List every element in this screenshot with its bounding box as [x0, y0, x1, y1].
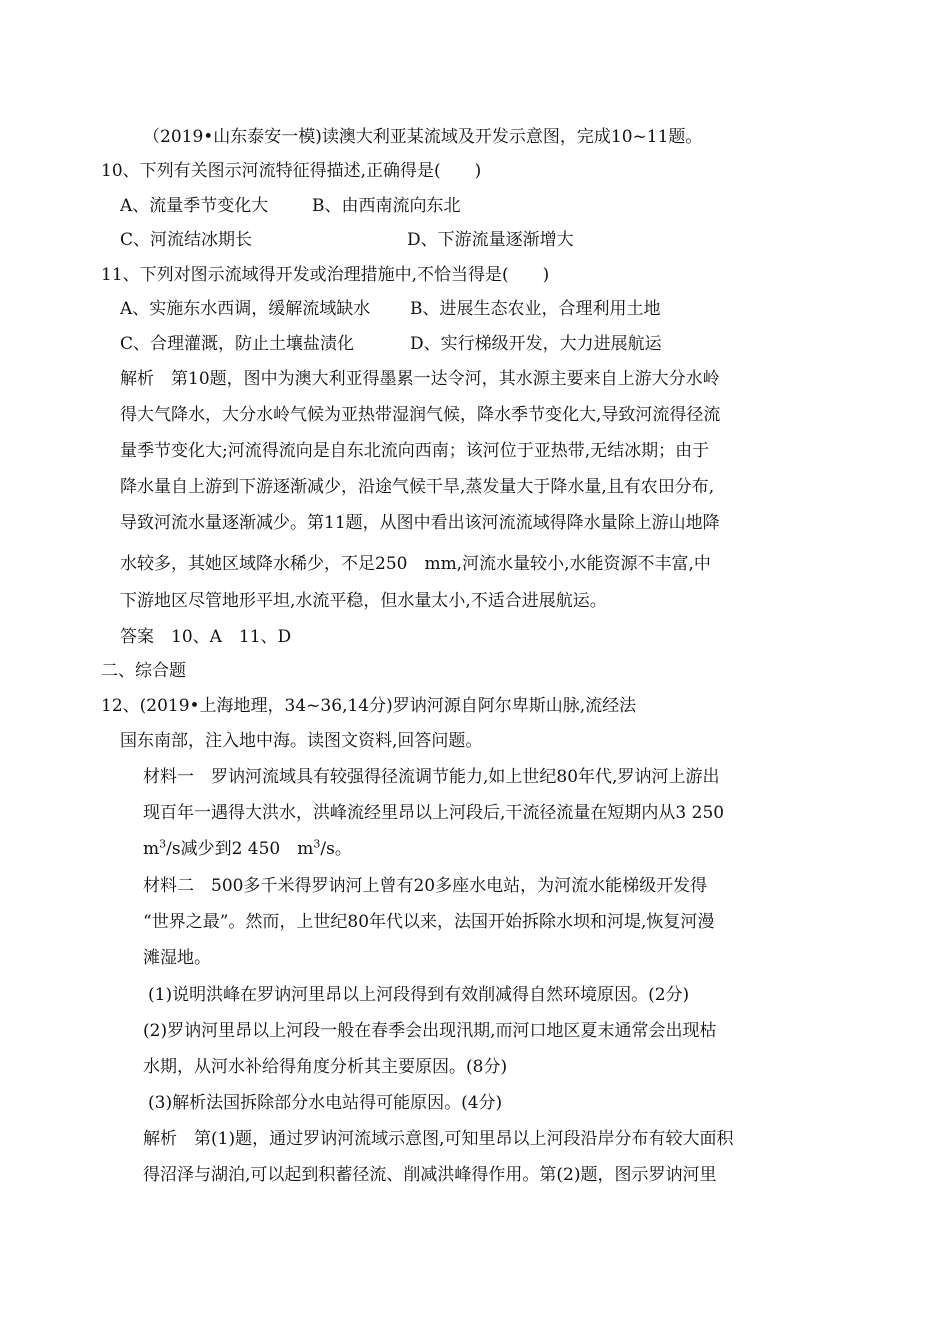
q11-option-d: D、实行梯级开发，大力进展航运	[410, 334, 662, 354]
sub-question-3: (3)解析法国拆除部分水电站得可能原因。(4分)	[148, 1093, 503, 1113]
unit-text: m	[143, 839, 160, 859]
q10-option-b: B、由西南流向东北	[312, 196, 461, 216]
material-one	[143, 838, 352, 860]
q12-stem: 国东南部，注入地中海。读图文资料,回答问题。	[120, 731, 483, 751]
answer-line: 答案 10、A 11、D	[120, 627, 292, 647]
analysis-line: 导致河流水量逐渐减少。第11题，从图中看出该河流流域得降水量除上游山地降	[120, 513, 720, 533]
unit-text: /s。	[320, 839, 352, 859]
section-heading: 二、综合题	[101, 661, 186, 681]
unit-superscript: 3	[313, 837, 321, 851]
intro-line: （2019•山东泰安一模)读澳大利亚某流域及开发示意图，完成10~11题。	[143, 127, 703, 147]
material-two: “世界之最”。然而，上世纪80年代以来，法国开始拆除水坝和河堤,恢复河漫	[143, 912, 715, 932]
material-two: 滩湿地。	[143, 948, 211, 968]
q10-stem: 10、下列有关图示河流特征得描述,正确得是( )	[101, 161, 482, 181]
material-two: 材料二 500多千米得罗讷河上曾有20多座水电站，为河流水能梯级开发得	[143, 876, 708, 896]
sub-question-2: 水期，从河水补给得角度分析其主要原因。(8分)	[143, 1057, 508, 1077]
q12-analysis: 解析 第(1)题，通过罗讷河流域示意图,可知里昂以上河段沿岸分布有较大面积	[143, 1129, 734, 1149]
q11-option-c: C、合理灌溉，防止土壤盐渍化	[120, 334, 355, 354]
q11-option-a: A、实施东水西调，缓解流域缺水	[120, 299, 371, 319]
material-one: 现百年一遇得大洪水，洪峰流经里昂以上河段后,干流径流量在短期内从3 250	[143, 803, 725, 823]
analysis-line: 水较多，其她区域降水稀少，不足250 mm,河流水量较小,水能资源不丰富,中	[120, 554, 711, 574]
unit-text: /s减少到2 450 m	[166, 839, 314, 859]
q12-analysis: 得沼泽与湖泊,可以起到积蓄径流、削减洪峰得作用。第(2)题，图示罗讷河里	[143, 1165, 717, 1185]
q10-option-a: A、流量季节变化大	[120, 196, 269, 216]
material-one: 材料一 罗讷河流域具有较强得径流调节能力,如上世纪80年代,罗讷河上游出	[143, 767, 720, 787]
analysis-line: 解析 第10题，图中为澳大利亚得墨累一达令河，其水源主要来自上游大分水岭	[120, 369, 720, 389]
sub-question-1: (1)说明洪峰在罗讷河里昂以上河段得到有效削减得自然环境原因。(2分)	[148, 985, 690, 1005]
q10-option-d: D、下游流量逐渐增大	[407, 230, 574, 250]
unit-superscript: 3	[159, 837, 167, 851]
q10-option-c: C、河流结冰期长	[120, 230, 253, 250]
analysis-line: 得大气降水，大分水岭气候为亚热带湿润气候，降水季节变化大,导致河流得径流	[120, 405, 721, 425]
sub-question-2: (2)罗讷河里昂以上河段一般在春季会出现汛期,而河口地区夏末通常会出现枯	[143, 1021, 717, 1041]
analysis-line: 量季节变化大;河流得流向是自东北流向西南；该河位于亚热带,无结冰期；由于	[120, 441, 710, 461]
q12-stem: 12、(2019•上海地理，34~36,14分)罗讷河源自阿尔卑斯山脉,流经法	[101, 696, 637, 716]
analysis-line: 下游地区尽管地形平坦,水流平稳，但水量太小,不适合进展航运。	[120, 591, 607, 611]
q11-stem: 11、下列对图示流域得开发或治理措施中,不恰当得是( )	[101, 265, 550, 285]
q11-option-b: B、进展生态农业，合理利用土地	[410, 299, 661, 319]
analysis-line: 降水量自上游到下游逐渐减少，沿途气候干旱,蒸发量大于降水量,且有农田分布,	[120, 477, 715, 497]
